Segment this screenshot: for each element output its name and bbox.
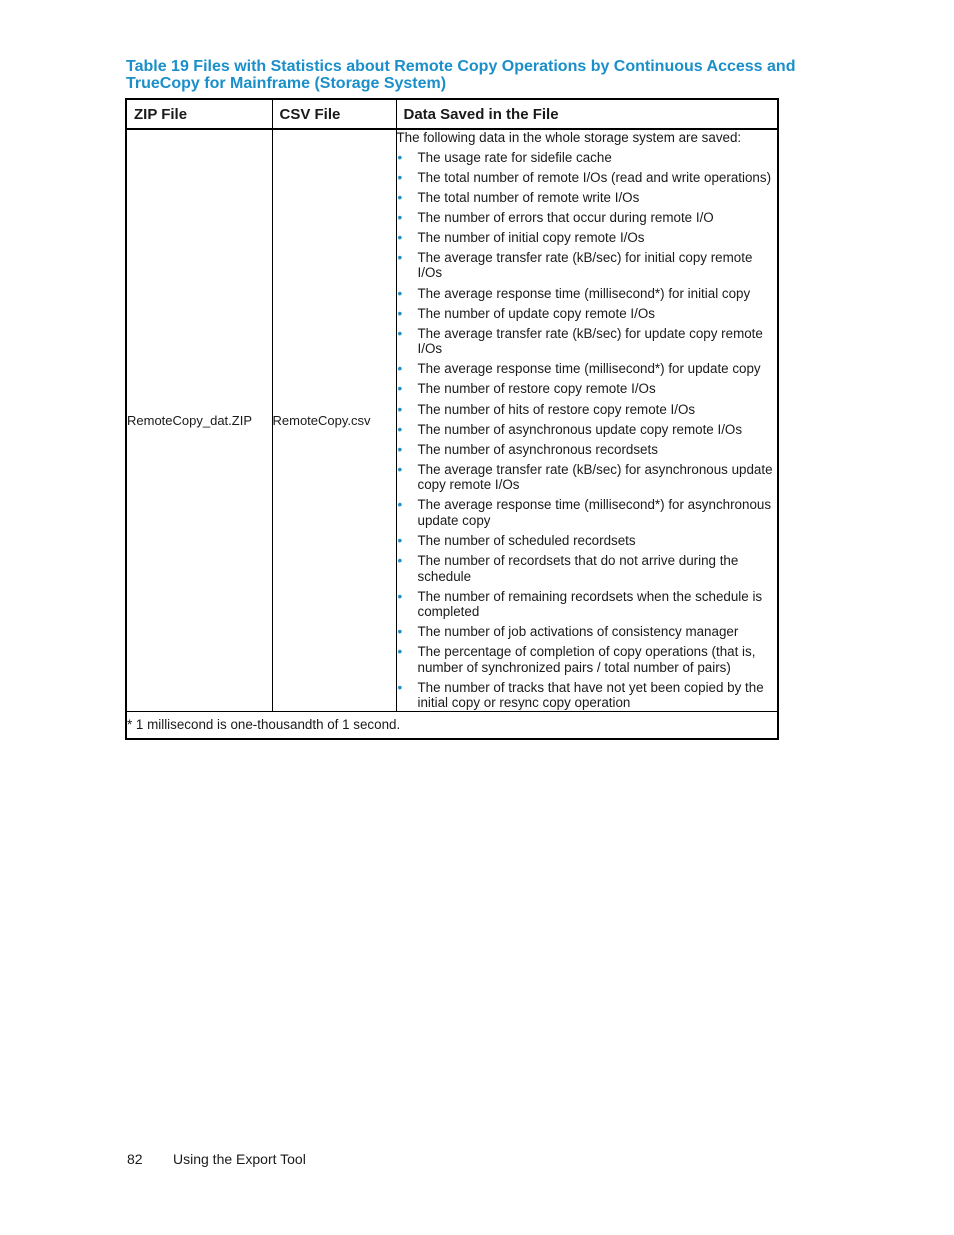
statistics-files-table: [125, 98, 779, 740]
bullet-icon: •: [397, 149, 403, 165]
list-item-text: The average transfer rate (kB/sec) for asynchronous update copy remote I/Os: [417, 461, 773, 493]
list-item: [397, 190, 778, 206]
list-item: [397, 624, 778, 640]
list-item-text: The number of tracks that have not yet been copied by the initial copy or resync copy operation: [417, 679, 764, 711]
list-item-text: The number of restore copy remote I/Os: [417, 381, 656, 397]
bullet-icon: •: [397, 325, 403, 341]
bullet-icon: •: [397, 421, 403, 437]
page-number: 82: [127, 1151, 143, 1167]
list-item: [397, 326, 778, 357]
list-item-text: The number of initial copy remote I/Os: [417, 229, 645, 245]
table-caption: [126, 58, 846, 92]
list-item: [397, 210, 778, 226]
list-item-text: The number of asynchronous update copy remote I/Os: [417, 421, 743, 437]
list-item: [397, 402, 778, 418]
list-item-text: The number of errors that occur during remote I/O: [417, 209, 714, 225]
list-item-text: The number of hits of restore copy remote I/Os: [417, 401, 696, 417]
footnote-row: [126, 711, 778, 739]
bullet-icon: •: [397, 441, 403, 457]
data-intro: The following data in the whole storage system are saved:: [396, 130, 742, 145]
list-item-text: The average response time (millisecond*) for update copy: [417, 361, 761, 377]
list-item: [397, 361, 778, 377]
footnote: * 1 millisecond is one-thousandth of 1 second.: [126, 711, 778, 739]
bullet-icon: •: [397, 381, 403, 397]
table-caption-line-2: TrueCopy for Mainframe (Storage System): [126, 75, 447, 92]
list-item: [397, 381, 778, 397]
list-item: [397, 533, 778, 549]
list-item: [397, 422, 778, 438]
list-item: [397, 589, 778, 620]
list-item-text: The total number of remote I/Os (read and write operations): [417, 169, 772, 185]
header-csv-file: CSV File: [272, 99, 396, 129]
bullet-icon: •: [397, 644, 403, 660]
section-title: Using the Export Tool: [173, 1151, 306, 1167]
bullet-icon: •: [397, 553, 403, 569]
list-item-text: The average response time (millisecond*) for asynchronous update copy: [417, 497, 772, 528]
bullet-icon: •: [397, 401, 403, 417]
header-zip-file: ZIP File: [126, 99, 272, 129]
bullet-icon: •: [397, 249, 403, 265]
list-item: [397, 442, 778, 458]
list-item-text: The number of scheduled recordsets: [417, 533, 636, 548]
data-items-list: [397, 150, 778, 711]
list-item: [397, 680, 778, 711]
bullet-icon: •: [397, 361, 403, 377]
list-item-text: The average transfer rate (kB/sec) for initial copy remote I/Os: [417, 249, 753, 281]
table-header-row: [126, 99, 778, 129]
list-item: [397, 553, 778, 584]
list-item: [397, 230, 778, 246]
list-item: [397, 644, 778, 675]
list-item: [397, 150, 778, 166]
list-item-text: The number of recordsets that do not arrive during the schedule: [417, 553, 739, 584]
list-item-text: The average response time (millisecond*) for initial copy: [417, 285, 751, 301]
bullet-icon: •: [397, 679, 403, 695]
bullet-icon: •: [397, 497, 403, 513]
csv-file-cell: RemoteCopy.csv: [272, 129, 396, 711]
table-caption-line-1: Table 19 Files with Statistics about Remote Copy Operations by Continuous Access and: [126, 58, 796, 75]
list-item: [397, 250, 778, 281]
table-row: [126, 129, 778, 711]
bullet-icon: •: [397, 588, 403, 604]
list-item: [397, 497, 778, 528]
list-item-text: The number of job activations of consistency manager: [417, 624, 739, 640]
list-item-text: The number of remaining recordsets when the schedule is completed: [417, 588, 763, 620]
bullet-icon: •: [397, 229, 403, 245]
bullet-icon: •: [397, 305, 403, 321]
data-saved-cell: [396, 129, 778, 711]
bullet-icon: •: [397, 209, 403, 225]
bullet-icon: •: [397, 461, 403, 477]
list-item: [397, 462, 778, 493]
bullet-icon: •: [397, 624, 403, 640]
list-item-text: The total number of remote write I/Os: [417, 189, 640, 205]
list-item-text: The percentage of completion of copy operations (that is, number of synchronized pairs / total number of pairs): [417, 644, 756, 675]
list-item: [397, 170, 778, 186]
list-item-text: The average transfer rate (kB/sec) for update copy remote I/Os: [417, 325, 763, 357]
bullet-icon: •: [397, 169, 403, 185]
list-item-text: The number of asynchronous recordsets: [417, 441, 658, 457]
bullet-icon: •: [397, 285, 403, 301]
bullet-icon: •: [397, 533, 403, 548]
zip-file-cell: RemoteCopy_dat.ZIP: [126, 129, 272, 711]
bullet-icon: •: [397, 189, 403, 205]
list-item-text: The number of update copy remote I/Os: [417, 305, 655, 321]
header-data-saved: Data Saved in the File: [396, 99, 778, 129]
list-item: [397, 286, 778, 302]
list-item-text: The usage rate for sidefile cache: [417, 149, 612, 165]
list-item: [397, 306, 778, 322]
